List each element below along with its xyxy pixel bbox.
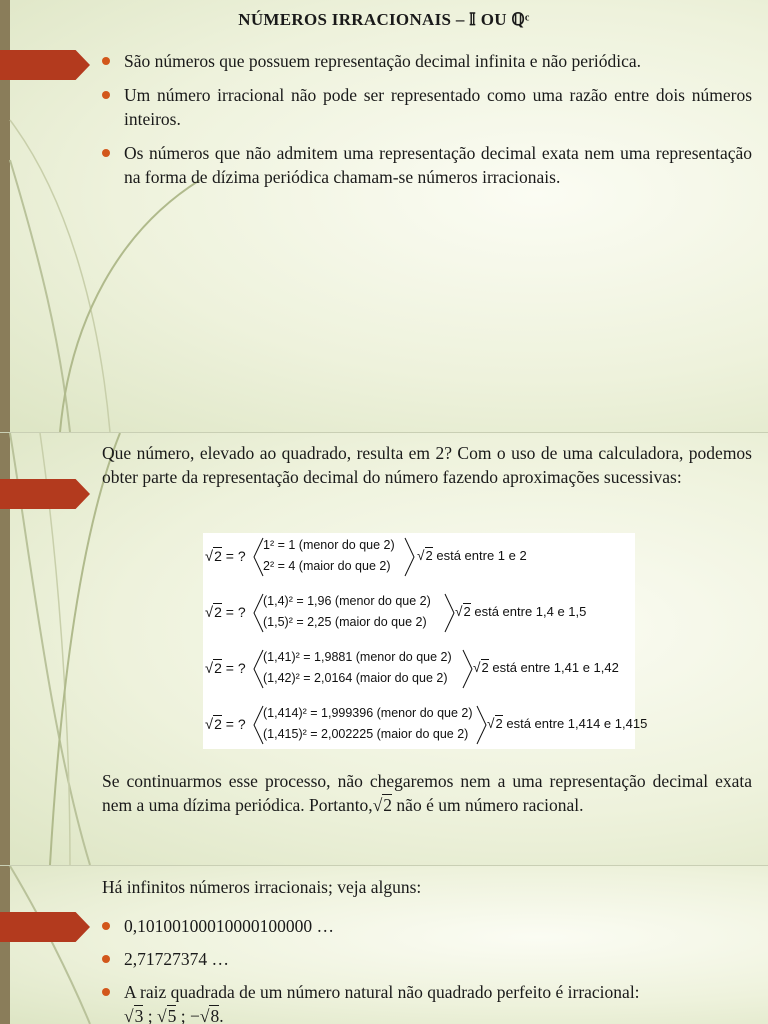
- approximation-row: √2 = ? 1² = 1 (menor do que 2) 2² = 4 (maior do que 2) √2 está entre 1 e 2: [203, 535, 635, 579]
- slide-1: [0, 0, 768, 432]
- bullet-dot-icon: [102, 955, 110, 963]
- approximation-row: √2 = ? (1,4)² = 1,96 (menor do que 2) (1,5)² = 2,25 (maior do que 2) √2 está entre 1,4 e 1,5: [203, 591, 635, 635]
- approximation-row: √2 = ? (1,414)² = 1,999396 (menor do que 2) (1,415)² = 2,002225 (maior do que 2) √2 está entre 1,414 e 1,415: [203, 703, 635, 747]
- sqrt-icon: √: [205, 605, 214, 621]
- sqrt-icon: √: [205, 717, 214, 733]
- sqrt-icon: √: [205, 661, 214, 677]
- sqrt-icon: √: [372, 795, 383, 815]
- list-item: Os números que não admitem uma representação decimal exata nem uma representação na forma de dízima periódica chamam-se números irracionais.: [100, 141, 752, 189]
- sqrt-icon: √: [156, 1006, 167, 1024]
- list-item: Um número irracional não pode ser representado como uma razão entre dois números inteiros.: [100, 83, 752, 131]
- accent-tab: [0, 479, 90, 509]
- slide-title: NÚMEROS IRRACIONAIS – 𝕀 OU ℚᶜ: [238, 10, 530, 29]
- list-item: 0,10100100010000100000 …: [100, 914, 752, 938]
- list-item: 2,71727374 …: [100, 947, 752, 971]
- slide-2: [0, 433, 768, 865]
- sqrt-icon: √: [124, 1006, 134, 1024]
- bullet-dot-icon: [102, 922, 110, 930]
- approximation-row: √2 = ? (1,41)² = 1,9881 (menor do que 2) (1,42)² = 2,0164 (maior do que 2) √2 está entre 1,41 e 1,42: [203, 647, 635, 691]
- bullet-dot-icon: [102, 91, 110, 99]
- slide-3: [0, 866, 768, 1024]
- sqrt-icon: √: [487, 716, 495, 731]
- left-stripe: [0, 866, 10, 1024]
- list-item: A raiz quadrada de um número natural não quadrado perfeito é irracional: √3 ; √5 ; −√8.: [100, 980, 752, 1024]
- sqrt-icon: √: [417, 548, 425, 563]
- definition-list: [100, 49, 752, 199]
- list-item: São números que possuem representação decimal infinita e não periódica.: [100, 49, 752, 73]
- sqrt-icon: √: [455, 604, 463, 619]
- conclusion-paragraph: Se continuarmos esse processo, não chegaremos nem a uma representação decimal exata nem a uma dízima periódica. Portanto,√2 não é um número racional.: [102, 771, 752, 815]
- approximation-table: [203, 533, 648, 749]
- bullet-dot-icon: [102, 988, 110, 996]
- accent-tab: [0, 912, 90, 942]
- angle-bracket-right-icon: [403, 537, 417, 577]
- bullet-dot-icon: [102, 149, 110, 157]
- accent-tab: [0, 50, 90, 80]
- bullet-dot-icon: [102, 57, 110, 65]
- sqrt-icon: √: [205, 549, 214, 565]
- intro-paragraph: Que número, elevado ao quadrado, resulta em 2? Com o uso de uma calculadora, podemos obter parte da representação decimal do número fazendo aproximações sucessivas:: [102, 443, 752, 487]
- intro-paragraph: Há infinitos números irracionais; veja alguns:: [102, 877, 422, 897]
- examples-list: [100, 914, 752, 1024]
- sqrt-icon: √: [199, 1006, 210, 1024]
- sqrt-icon: √: [473, 660, 481, 675]
